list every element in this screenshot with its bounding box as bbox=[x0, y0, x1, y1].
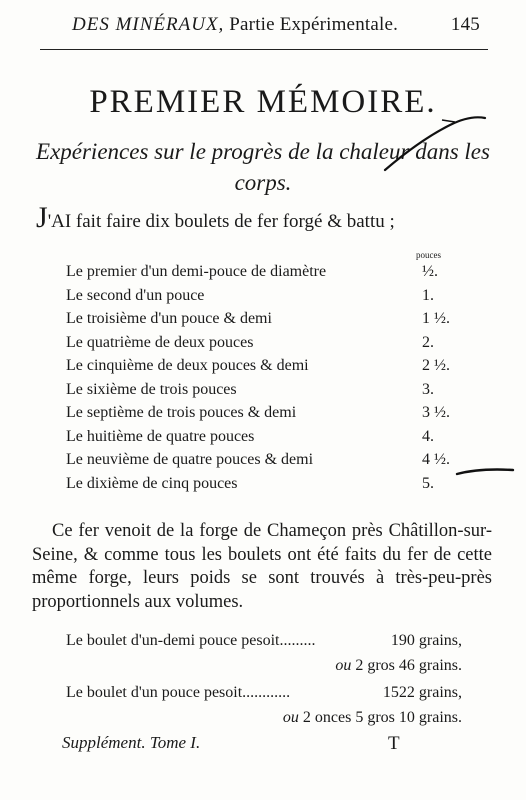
ball-label: Le septième de trois pouces & demi bbox=[66, 404, 297, 421]
weight-value: 1522 grains, bbox=[382, 684, 462, 701]
ball-label: Le cinquième de deux pouces & demi bbox=[66, 357, 309, 374]
weight-alt-ou: ou bbox=[335, 657, 352, 674]
page-subtitle: Expériences sur le progrès de la chaleur dans les corps. bbox=[36, 139, 490, 195]
list-item bbox=[66, 333, 466, 357]
ball-label: Le premier d'un demi-pouce de diamètre bbox=[66, 263, 327, 280]
ball-label: Le huitième de quatre pouces bbox=[66, 427, 255, 445]
weight-alt-ou: ou bbox=[282, 709, 299, 726]
running-head-book: DES MINÉRAUX, bbox=[72, 14, 225, 35]
list-item bbox=[66, 474, 466, 498]
ball-diameter: 2. bbox=[422, 333, 434, 351]
volume-signature: Supplément. Tome I. bbox=[62, 733, 201, 752]
list-item bbox=[66, 309, 466, 333]
list-item bbox=[66, 380, 466, 404]
weight-alt-value: 2 onces 5 gros 10 grains. bbox=[302, 709, 462, 726]
ball-diameter: 5. bbox=[422, 474, 434, 492]
ball-diameter: 3 ½. bbox=[422, 404, 450, 421]
weight-label: Le boulet d'un pouce pesoit............ bbox=[66, 684, 291, 701]
opening-text: fait faire dix boulets de fer forgé & battu ; bbox=[75, 211, 395, 232]
list-item bbox=[66, 450, 466, 474]
page-number: 145 bbox=[450, 14, 480, 35]
ball-diameter: 4 ½. bbox=[422, 451, 450, 468]
unit-header: pouces bbox=[416, 250, 441, 260]
list-item bbox=[66, 427, 466, 451]
list-item bbox=[66, 356, 466, 380]
ball-diameter: 4. bbox=[422, 427, 434, 445]
body-paragraph: Ce fer venoit de la forge de Chameçon près Châtillon-sur-Seine, & comme tous les boulets ont été faits du fer de cette même forge, leurs poids se sont trouvés à très-peu-près proportionnels aux volumes. bbox=[32, 521, 492, 612]
list-item bbox=[66, 262, 466, 286]
weight-alt-row bbox=[283, 709, 462, 727]
list-item bbox=[66, 286, 466, 310]
weight-label: Le boulet d'un-demi pouce pesoit......... bbox=[66, 632, 316, 649]
ball-label: Le dixième de cinq pouces bbox=[66, 474, 238, 492]
ball-label: Le second d'un pouce bbox=[66, 286, 205, 304]
ball-diameter: 2 ½. bbox=[422, 357, 450, 374]
header-rule bbox=[40, 49, 488, 50]
opening-smallcaps: 'AI bbox=[47, 211, 72, 232]
running-head bbox=[72, 14, 492, 36]
ball-diameter: 1 ½. bbox=[422, 310, 450, 327]
ball-label: Le sixième de trois pouces bbox=[66, 380, 237, 398]
page-title: PREMIER MÉMOIRE. bbox=[89, 84, 437, 120]
ball-diameter: ½. bbox=[422, 263, 438, 280]
balls-list bbox=[66, 262, 466, 497]
signature-mark: T bbox=[388, 733, 400, 754]
ball-label: Le troisième d'un pouce & demi bbox=[66, 310, 272, 327]
weight-alt-row bbox=[335, 657, 462, 675]
opening-line bbox=[36, 201, 496, 234]
weight-value: 190 grains, bbox=[390, 632, 462, 649]
ball-diameter: 3. bbox=[422, 380, 434, 398]
list-item bbox=[66, 403, 466, 427]
ball-label: Le quatrième de deux pouces bbox=[66, 333, 254, 351]
ball-label: Le neuvième de quatre pouces & demi bbox=[66, 451, 314, 468]
drop-cap: J bbox=[36, 201, 48, 234]
weight-alt-value: 2 gros 46 grains. bbox=[355, 657, 462, 674]
ball-diameter: 1. bbox=[422, 286, 434, 304]
running-head-section: Partie Expérimentale. bbox=[229, 14, 399, 35]
